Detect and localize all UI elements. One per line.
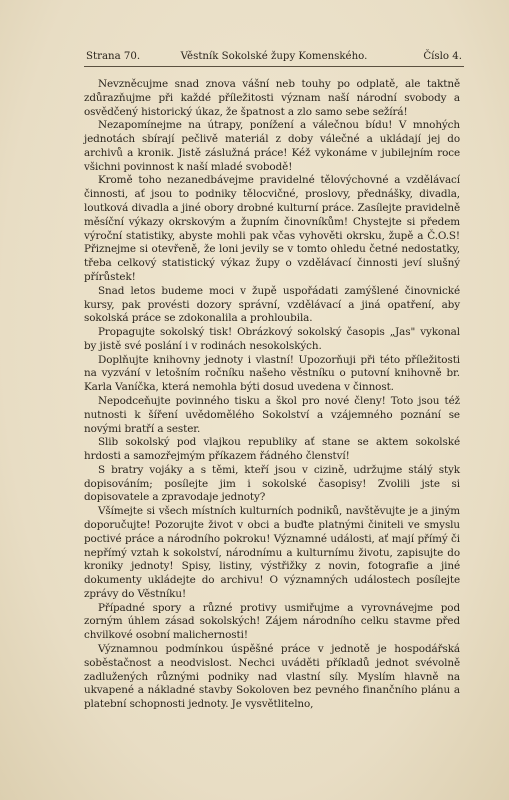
- paragraph: Doplňujte knihovny jednoty i vlastní! Upozorňuji při této příležitosti na vyzvání v letošním ročníku našeho věstníku o putovní knihovně br. Karla Vaníčka, která nemohla býti dosud uvedena v činnost.: [84, 353, 460, 394]
- paragraph: Nepodceňujte povinného tisku a škol pro nové členy! Toto jsou též nutnosti k šíření uvědomělého Sokolství a vzájemného poznání se novými bratří a sester.: [84, 394, 460, 435]
- paragraph: Nezapomínejme na útrapy, ponížení a válečnou bídu! V mnohých jednotách sbírají pečlivě materiál z doby válečné a ukládají jej do archivů a kronik. Jistě záslužná práce! Kéž vykonáme v jubilejním roce všichni povinnost k naší mladé svobodě!: [84, 119, 460, 173]
- page-number: Strana 70.: [86, 51, 141, 62]
- issue-number: Číslo 4.: [423, 51, 462, 62]
- paragraph: S bratry vojáky a s těmi, kteří jsou v cizině, udržujme stálý styk dopisováním; posílejte jim i sokolské časopisy! Zvolili jste si dopisovatele a zpravodaje jednoty?: [84, 463, 460, 504]
- paragraph: Kromě toho nezanedbávejme pravidelné tělovýchovné a vzdělávací činnosti, ať jsou to podniky tělocvičné, proslovy, přednášky, divadla, loutková divadla a jiné obory drobné kulturní práce. Zasílejte pravidelně měsíční výkazy okrskovým a župním činovníkům! Chystejte si předem výroční statistiky, abyste mohli pak včas vyhověti okrsku, župě a Č.O.S! Přiznejme si otevřeně, že loni jevily se v tomto ohledu četné nedostatky, třeba celkový statistický výkaz župy o vzdělávací činnosti jeví slušný přírůstek!: [84, 174, 460, 283]
- header-rule: [84, 66, 464, 67]
- paragraph: Snad letos budeme moci v župě uspořádati zamýšlené činovnické kursy, pak provésti dozory správní, vzdělávací a jiná opatření, aby sokolská práce se zdokonalila a prohloubila.: [84, 284, 460, 325]
- paragraph: Všímejte si všech místních kulturních podniků, navštěvujte je a jiným doporučujte! Pozorujte život v obci a buďte platnými činiteli ve smyslu poctivé práce a národního pokroku! Významné události, ať mají přímý či nepřímý vztah k sokolství, národnímu a kulturnímu životu, zapisujte do kroniky jednoty! Spisy, listiny, výstřižky z novin, fotografie a jiné dokumenty ukládejte do archivu! O významných událostech posílejte zprávy do Věstníku!: [84, 505, 460, 600]
- paragraph: Slib sokolský pod vlajkou republiky ať stane se aktem sokolské hrdosti a samozřejmým příkazem řádného členství!: [84, 436, 460, 463]
- page-header: [86, 50, 462, 64]
- paragraph: Propagujte sokolský tisk! Obrázkový sokolský časopis „Jas" vykonal by jistě své poslání i v rodinách nesokolských.: [84, 326, 460, 352]
- publication-title: Věstník Sokolské župy Komenského.: [180, 51, 368, 62]
- paragraph: Nevzněcujme snad znova vášní neb touhy po odplatě, ale taktně zdůrazňujme při každé příležitosti význam naší národní svobody a osvědčený historický úkaz, že špatnost a zlo samo sebe sežírá!: [84, 78, 460, 118]
- article-body: [84, 78, 460, 712]
- paragraph: Významnou podmínkou úspěšné práce v jednotě je hospodářská soběstačnost a neodvislost. Nechci uváděti příkladů jednot svévolně zadlužených různými podniky nad vlastní síly. Myslím hlavně na ukvapené a nákladné stavby Sokoloven bez pevného finančního plánu a platební schopnosti jednoty. Je vysvětlitelno,: [84, 643, 460, 711]
- paragraph: Případné spory a různé protivy usmiřujme a vyrovnávejme pod zorným úhlem zásad sokolských! Zájem národního celku stavme před chvilkové osobní malichernosti!: [84, 601, 460, 642]
